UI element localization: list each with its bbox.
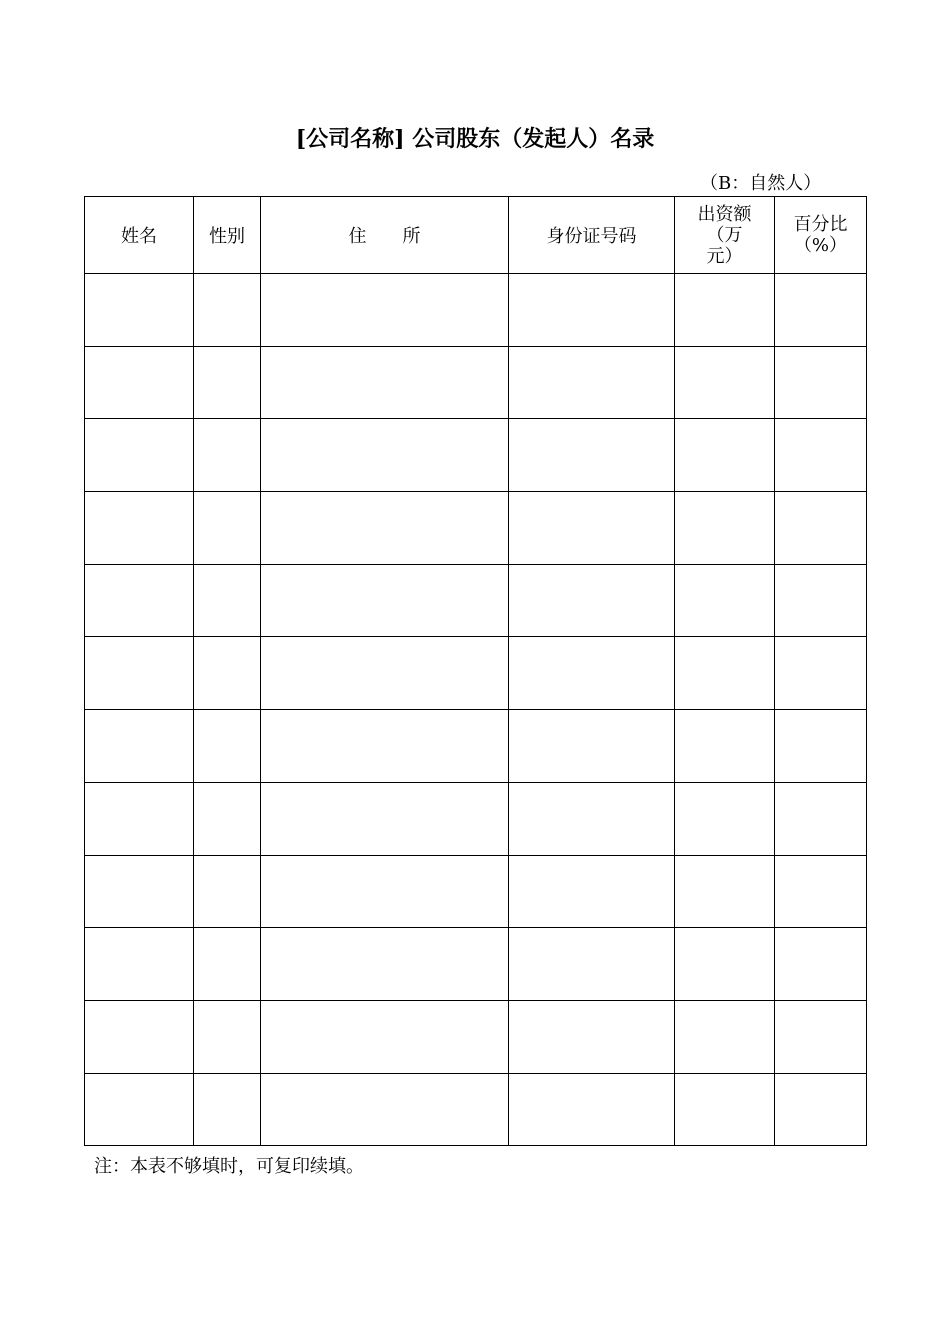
cell-address[interactable] [261, 419, 509, 492]
table-row [85, 855, 867, 928]
cell-investment[interactable] [675, 855, 775, 928]
cell-gender[interactable] [194, 855, 261, 928]
header-investment-line3: 元） [706, 245, 743, 267]
cell-investment[interactable] [675, 274, 775, 347]
cell-address[interactable] [261, 855, 509, 928]
cell-investment[interactable] [675, 492, 775, 565]
cell-investment[interactable] [675, 1000, 775, 1073]
cell-address[interactable] [261, 928, 509, 1001]
cell-name[interactable] [85, 782, 194, 855]
cell-gender[interactable] [194, 928, 261, 1001]
cell-name[interactable] [85, 928, 194, 1001]
table-header-row [85, 197, 867, 274]
cell-percent[interactable] [775, 855, 867, 928]
table-row [85, 346, 867, 419]
cell-name[interactable] [85, 710, 194, 783]
cell-id-number[interactable] [509, 274, 675, 347]
header-gender: 性别 [194, 197, 261, 274]
header-percent-line1: 百分比 [793, 214, 848, 235]
cell-gender[interactable] [194, 346, 261, 419]
header-investment [675, 197, 775, 274]
header-investment-line1: 出资额 [697, 203, 752, 225]
cell-name[interactable] [85, 1073, 194, 1146]
cell-gender[interactable] [194, 710, 261, 783]
cell-investment[interactable] [675, 928, 775, 1001]
cell-address[interactable] [261, 637, 509, 710]
cell-gender[interactable] [194, 274, 261, 347]
header-investment-line2: （万 [706, 224, 743, 246]
cell-name[interactable] [85, 346, 194, 419]
cell-id-number[interactable] [509, 637, 675, 710]
cell-address[interactable] [261, 346, 509, 419]
cell-gender[interactable] [194, 1000, 261, 1073]
cell-id-number[interactable] [509, 346, 675, 419]
cell-id-number[interactable] [509, 855, 675, 928]
cell-address[interactable] [261, 1073, 509, 1146]
table-row [85, 637, 867, 710]
table-row [85, 274, 867, 347]
cell-gender[interactable] [194, 419, 261, 492]
cell-percent[interactable] [775, 1000, 867, 1073]
header-percent [775, 197, 867, 274]
header-address-label: 住所 [348, 226, 457, 247]
cell-percent[interactable] [775, 782, 867, 855]
cell-investment[interactable] [675, 1073, 775, 1146]
cell-percent[interactable] [775, 710, 867, 783]
cell-name[interactable] [85, 1000, 194, 1073]
cell-percent[interactable] [775, 1073, 867, 1146]
table-row [85, 492, 867, 565]
table-row [85, 1073, 867, 1146]
cell-address[interactable] [261, 1000, 509, 1073]
table-row [85, 928, 867, 1001]
cell-gender[interactable] [194, 637, 261, 710]
table-row [85, 419, 867, 492]
cell-address[interactable] [261, 564, 509, 637]
header-address [261, 197, 509, 274]
cell-percent[interactable] [775, 274, 867, 347]
cell-percent[interactable] [775, 564, 867, 637]
cell-investment[interactable] [675, 782, 775, 855]
cell-name[interactable] [85, 637, 194, 710]
cell-gender[interactable] [194, 782, 261, 855]
cell-investment[interactable] [675, 419, 775, 492]
cell-id-number[interactable] [509, 710, 675, 783]
cell-gender[interactable] [194, 1073, 261, 1146]
cell-gender[interactable] [194, 492, 261, 565]
cell-investment[interactable] [675, 710, 775, 783]
header-percent-line2: （%） [793, 235, 848, 256]
cell-percent[interactable] [775, 419, 867, 492]
cell-name[interactable] [85, 492, 194, 565]
cell-id-number[interactable] [509, 492, 675, 565]
cell-id-number[interactable] [509, 782, 675, 855]
cell-gender[interactable] [194, 564, 261, 637]
table-row [85, 710, 867, 783]
header-id-number: 身份证号码 [509, 197, 675, 274]
cell-id-number[interactable] [509, 928, 675, 1001]
cell-id-number[interactable] [509, 1000, 675, 1073]
cell-percent[interactable] [775, 492, 867, 565]
cell-percent[interactable] [775, 346, 867, 419]
header-name: 姓名 [85, 197, 194, 274]
cell-id-number[interactable] [509, 419, 675, 492]
table-row [85, 564, 867, 637]
cell-percent[interactable] [775, 637, 867, 710]
cell-address[interactable] [261, 274, 509, 347]
cell-name[interactable] [85, 419, 194, 492]
cell-address[interactable] [261, 710, 509, 783]
table-body [85, 274, 867, 1146]
footnote: 注：本表不够填时，可复印续填。 [94, 1156, 364, 1177]
cell-name[interactable] [85, 274, 194, 347]
table-row [85, 782, 867, 855]
table-row [85, 1000, 867, 1073]
cell-name[interactable] [85, 855, 194, 928]
shareholder-table [84, 196, 867, 1146]
cell-id-number[interactable] [509, 1073, 675, 1146]
cell-investment[interactable] [675, 346, 775, 419]
cell-id-number[interactable] [509, 564, 675, 637]
cell-investment[interactable] [675, 564, 775, 637]
shareholder-type-label: （B：自然人） [700, 173, 822, 194]
cell-address[interactable] [261, 782, 509, 855]
cell-address[interactable] [261, 492, 509, 565]
cell-percent[interactable] [775, 928, 867, 1001]
document-title: [公司名称] 公司股东（发起人）名录 [295, 126, 655, 152]
cell-name[interactable] [85, 564, 194, 637]
cell-investment[interactable] [675, 637, 775, 710]
